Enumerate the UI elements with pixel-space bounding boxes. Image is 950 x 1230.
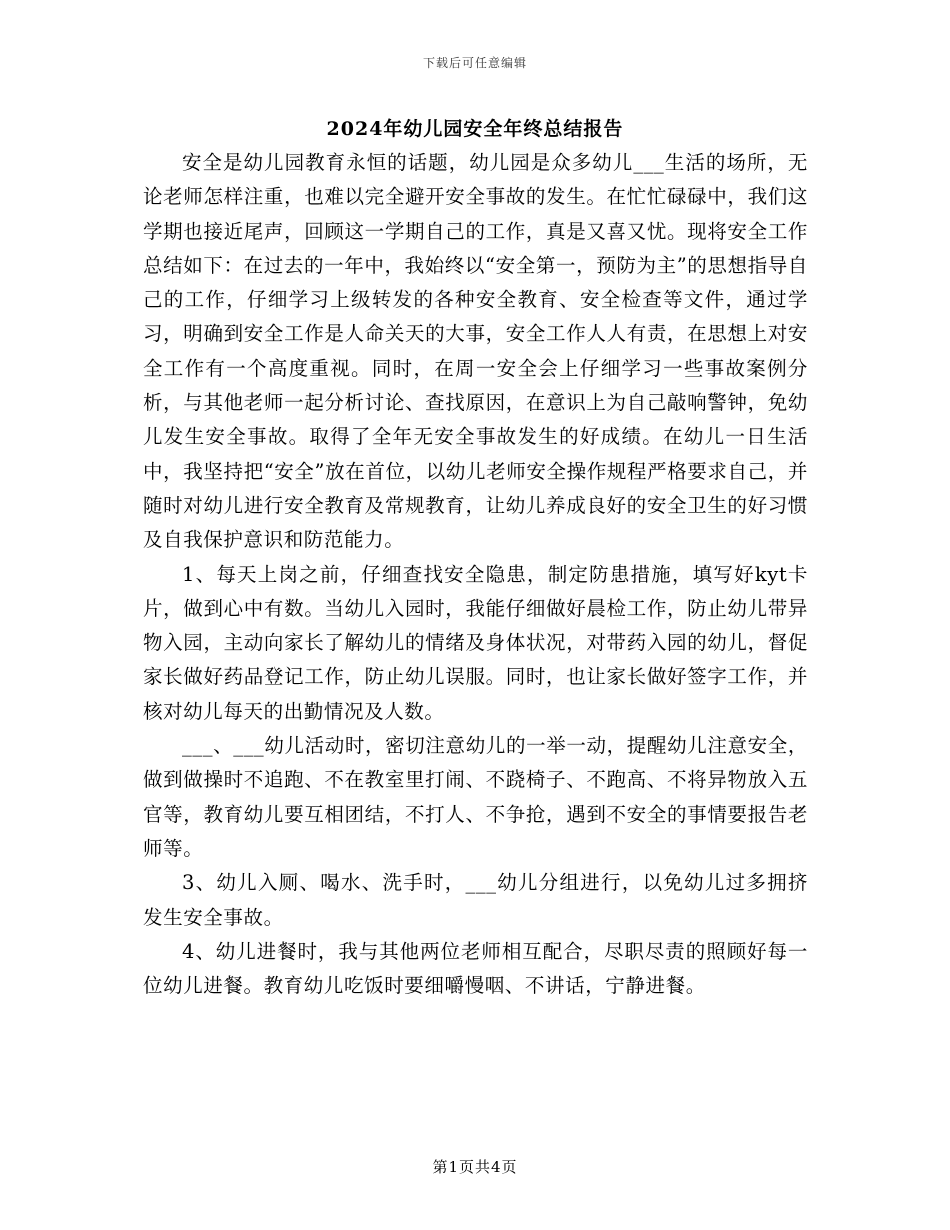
page-header: 下载后可任意编辑 [422, 56, 527, 70]
paragraph-item-2: ___、___幼儿活动时，密切注意幼儿的一举一动，提醒幼儿注意安全，做到做操时不追跑、不在教室里打闹、不跷椅子、不跑高、不将异物放入五官等，教育幼儿要互相团结，不打人、不争抢，遇到不安全的事情要报告老师等。 [143, 734, 808, 860]
paragraph-item-4: 4、幼儿进餐时，我与其他两位老师相互配合，尽职尽责的照顾好每一位幼儿进餐。教育幼儿吃饭时要细嚼慢咽、不讲话，宁静进餐。 [143, 939, 808, 998]
document-title: 2024年幼儿园安全年终总结报告 [326, 118, 624, 140]
paragraph-item-3: 3、幼儿入厕、喝水、洗手时，___幼儿分组进行，以免幼儿过多拥挤发生安全事故。 [143, 871, 808, 929]
page-footer: 第1页共4页 [432, 1158, 518, 1176]
paragraph-item-1: 1、每天上岗之前，仔细查找安全隐患，制定防患措施，填写好kyt卡片，做到心中有数。当幼儿入园时，我能仔细做好晨检工作，防止幼儿带异物入园，主动向家长了解幼儿的情绪及身体状况，对带药入园的幼儿，督促家长做好药品登记工作，防止幼儿误服。同时，也让家长做好签字工作，并核对幼儿每天的出勤情况及人数。 [143, 562, 808, 723]
paragraph-intro: 安全是幼儿园教育永恒的话题，幼儿园是众多幼儿___生活的场所，无论老师怎样注重，也难以完全避开安全事故的发生。在忙忙碌碌中，我们这学期也接近尾声，回顾这一学期自己的工作，真是又喜又忧。现将安全工作总结如下：在过去的一年中，我始终以“安全第一，预防为主”的思想指导自己的工作，仔细学习上级转发的各种安全教育、安全检查等文件，通过学习，明确到安全工作是人命关天的大事，安全工作人人有责，在思想上对安全工作有一个高度重视。同时，在周一安全会上仔细学习一些事故案例分析，与其他老师一起分析讨论、查找原因，在意识上为自己敲响警钟，免幼儿发生安全事故。取得了全年无安全事故发生的好成绩。在幼儿一日生活中，我坚持把“安全”放在首位，以幼儿老师安全操作规程严格要求自己，并随时对幼儿进行安全教育及常规教育，让幼儿养成良好的安全卫生的好习惯及自我保护意识和防范能力。 [143, 151, 808, 552]
document-body [143, 146, 808, 1003]
